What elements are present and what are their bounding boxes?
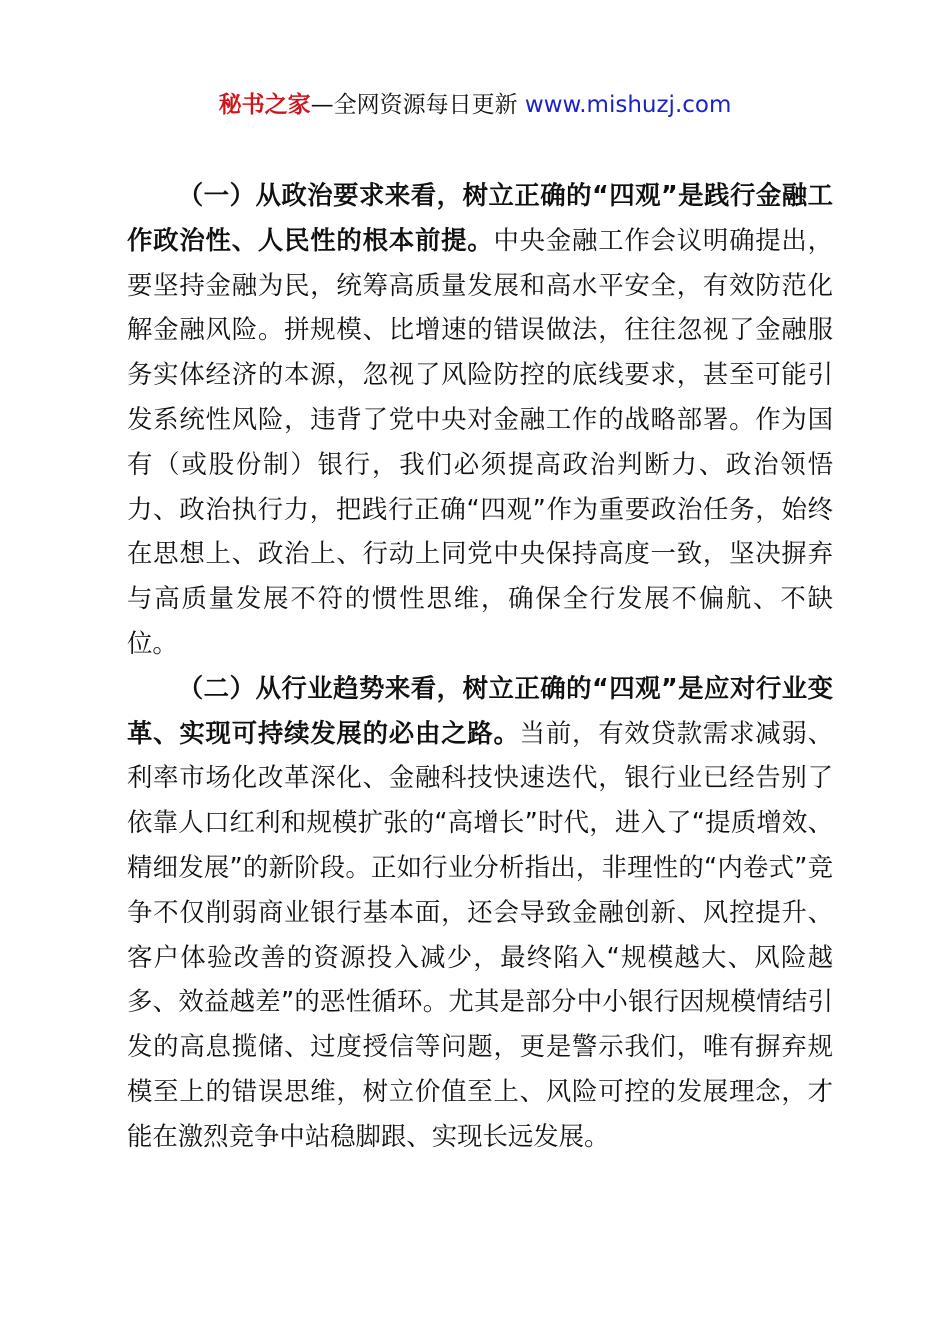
paragraph-2 xyxy=(127,666,833,1159)
site-header xyxy=(0,88,950,122)
paragraph-2-heading: （二）从行业趋势来看，树立正确的“四观”是应对行业变革、实现可持续发展的必由之路。 xyxy=(127,672,833,748)
paragraph-1-text: 中央金融工作会议明确提出，要坚持金融为民，统筹高质量发展和高水平安全，有效防范化解金融风险。拼规模、比增速的错误做法，往往忽视了金融服务实体经济的本源，忽视了风险防控的底线要求，甚至可能引发系统性风险，违背了党中央对金融工作的战略部署。作为国有（或股份制）银行，我们必须提高政治判断力、政治领悟力、政治执行力，把践行正确“四观”作为重要政治任务，始终在思想上、政治上、行动上同党中央保持高度一致，坚决摒弃与高质量发展不符的惯性思维，确保全行发展不偏航、不缺位。 xyxy=(127,224,834,658)
paragraph-1-heading: （一）从政治要求来看，树立正确的“四观”是践行金融工作政治性、人民性的根本前提。 xyxy=(127,180,833,255)
brand-name: 秘书之家 xyxy=(218,92,311,118)
header-tagline: —全网资源每日更新 xyxy=(310,92,525,118)
paragraph-1 xyxy=(127,173,833,666)
site-url-link[interactable]: www.mishuzj.com xyxy=(524,92,732,118)
document-body xyxy=(127,173,833,1159)
paragraph-2-text: 当前，有效贷款需求减弱、利率市场化改革深化、金融科技快速迭代，银行业已经告别了依靠人口红利和规模扩张的“高增长”时代，进入了“提质增效、精细发展”的新阶段。正如行业分析指出，非理性的“内卷式”竞争不仅削弱商业银行基本面，还会导致金融创新、风控提升、客户体验改善的资源投入减少，最终陷入“规模越大、风险越多、效益越差”的恶性循环。尤其是部分中小银行因规模情结引发的高息揽储、过度授信等问题，更是警示我们，唯有摒弃规模至上的错误思维，树立价值至上、风险可控的发展理念，才能在激烈竞争中站稳脚跟、实现长远发展。 xyxy=(127,717,834,1151)
